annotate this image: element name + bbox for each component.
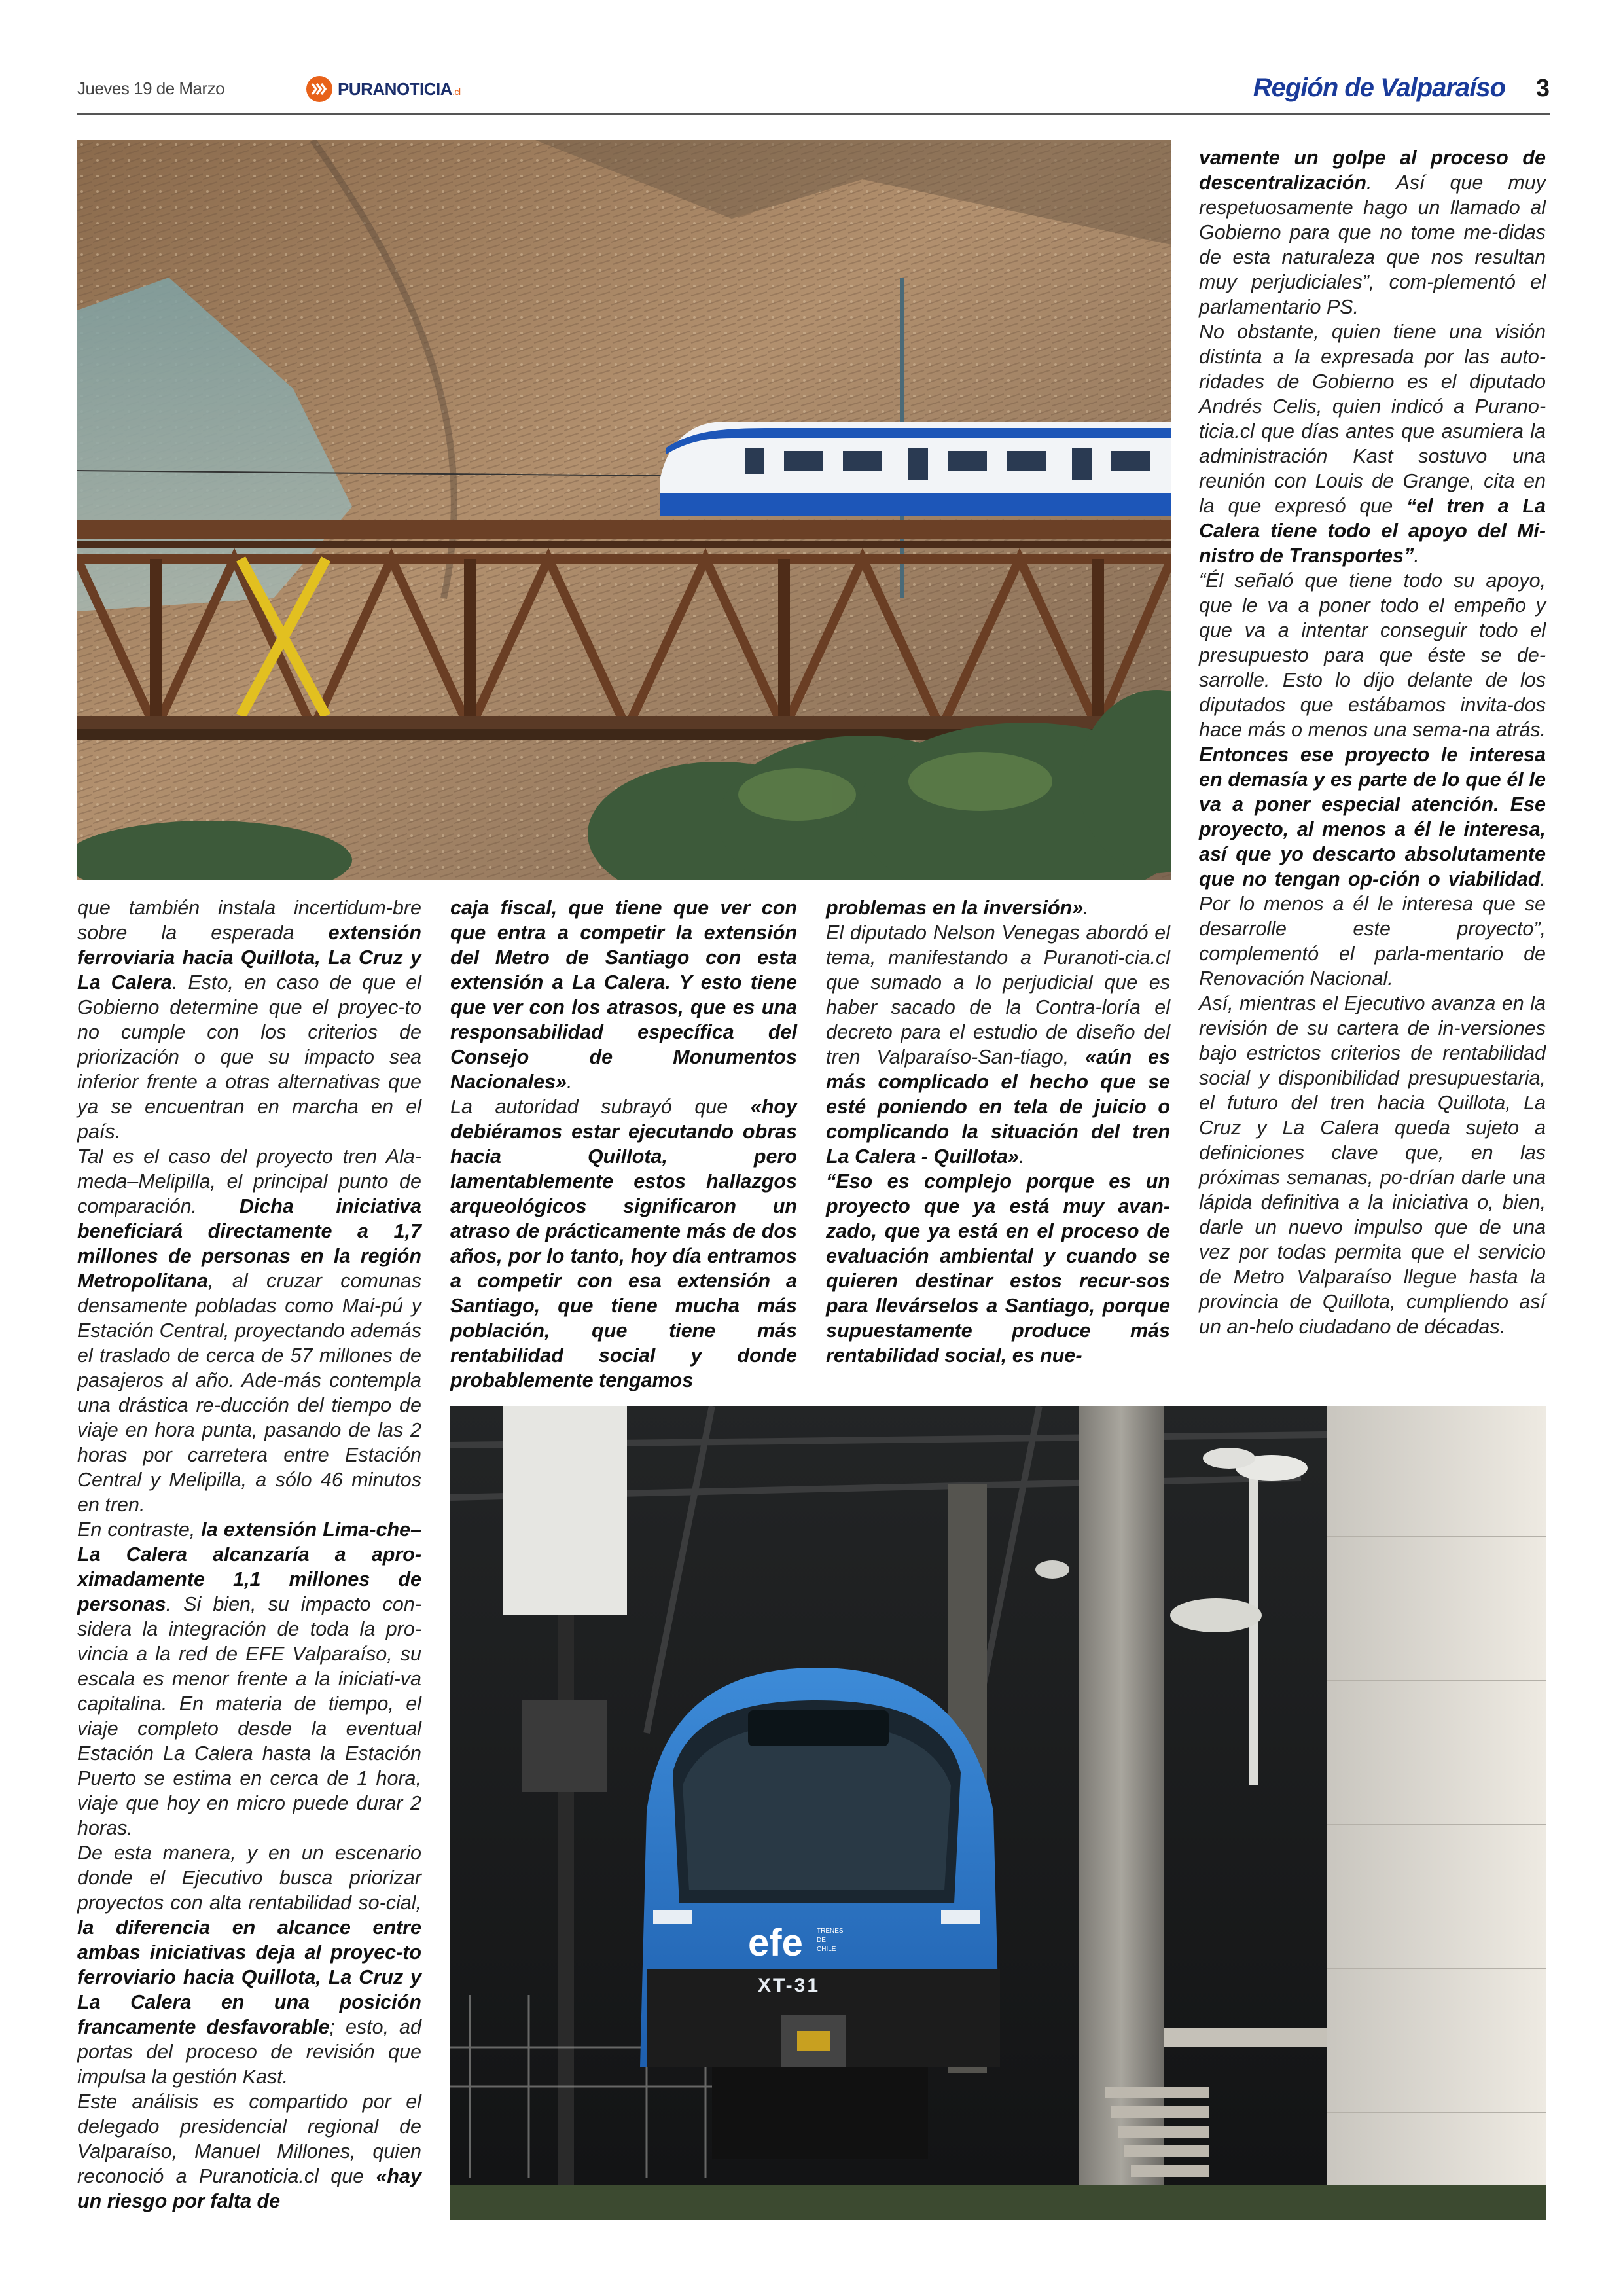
header-divider	[77, 113, 1550, 115]
c3-highlight: «aún es más complicado el hecho que se esté poniendo en tela de juicio o complicando la situación del tren La Calera - Quillota»	[826, 1046, 1170, 1168]
c4-text: Así, mientras el Ejecutivo avanza en la revisión de su cartera de in-versiones bajo estrictos criterios de rentabilidad social y disponibilidad presupuestaria, el futuro del tren hacia Quillota, La Cruz y La Calera queda sujeto a definiciones clave que, en las próximas semanas, po-drían darle una lápida definitiva a la iniciativa o, bien, darle un nuevo impulso que de una vez por todas permita que el servicio de Metro Valparaíso llegue hasta la provincia de Quillota, cumpliendo así un an-helo ciudadano de décadas.	[1199, 992, 1546, 1338]
c1-text: En contraste,	[77, 1518, 202, 1541]
c1-text: De esta manera, y en un escenario donde el Ejecutivo busca priorizar proyectos con alta rentabilidad so-cial,	[77, 1842, 421, 1914]
c4-text: No obstante, quien tiene una visión distinta a la expresada por las auto-ridades de Gobierno es el diputado Andrés Celis, quien indicó a Purano-ticia.cl que días antes que asumiera la administración Kast sostuvo una reunión con Louis de Grange, cita en la que expresó que	[1199, 321, 1546, 517]
c1-text: Tal es el caso del proyecto tren Ala-meda–Melipilla, el principal punto de comparación.	[77, 1145, 421, 1217]
c2-highlight: caja fiscal, que tiene que ver con que entra a competir la extensión del Metro de Santiago con esta extensión a La Calera. Y esto tiene que ver con los atrasos, que es una responsabilidad específica del Consejo de Monumentos Nacionales»	[450, 897, 797, 1093]
issue-date: Jueves 19 de Marzo	[77, 79, 225, 98]
article-column-1	[77, 895, 421, 2214]
page-number: 3	[1535, 75, 1550, 102]
c1-text: Este análisis es compartido por el delegado presidencial regional de Valparaíso, Manuel Millones, quien reconoció a Puranoticia.cl que	[77, 2090, 421, 2187]
c4-text: . Por lo menos a él le interesa que se desarrolle este proyecto”, complementó el parla-mentario de Renovación Nacional.	[1199, 868, 1546, 990]
c2-text: La autoridad subrayó que	[450, 1096, 751, 1118]
c1-text: ; esto, ad portas del proceso de revisión que impulsa la gestión Kast.	[77, 2016, 421, 2088]
c3-text: .	[1018, 1145, 1025, 1168]
section-title: Región de Valparaíso	[1253, 73, 1505, 102]
c3-text: El diputado Nelson Venegas abordó el tema, manifestando a Puranoti-cia.cl que sumado a lo perjudicial que es haber sacado de la Contra-loría el decreto para el estudio de diseño del tren Valparaíso-San-tiago,	[826, 922, 1170, 1068]
c1-text: , al cruzar comunas densamente pobladas como Mai-pú y Estación Central, proyectando además el traslado de cerca de 57 millones de pasajeros al año. Ade-más contempla una drástica re-ducción del tiempo de viaje en hora punta, pasando de las 2 horas por carretera entre Estación Central y Melipilla, a sólo 46 minutos en tren.	[77, 1270, 421, 1516]
bridge-train-photo	[77, 140, 1171, 880]
logo-suffix: .cl	[452, 86, 461, 97]
article-column-2	[450, 895, 797, 1393]
train-brand: efe	[748, 1922, 803, 1964]
c1-text: que también instala incertidum-bre sobre la esperada	[77, 897, 421, 944]
c1-highlight: «hay un riesgo por falta de	[77, 2165, 421, 2212]
train-unit-number: XT-31	[758, 1975, 821, 1996]
c4-text: .	[1414, 545, 1419, 567]
c4-highlight: Entonces ese proyecto le interesa en demasía y es parte de lo que él le va a poner especial atención. Ese proyecto, al menos a él le interesa, así que yo descarto absolutamente que no tengan op-ción o viabilidad	[1199, 744, 1546, 890]
c4-text: “Él señaló que tiene todo su apoyo, que le va a poner todo el empeño y que va a intentar conseguir todo el presupuesto para que éste se de-sarrolle. Esto lo dijo delante de los diputados que estábamos invita-dos hace más o menos una sema-na atrás.	[1199, 569, 1546, 741]
c4-text: . Así que muy respetuosamente hago un llamado al Gobierno para que no tome me-didas de esta naturaleza que nos resultan muy perjudiciales”, com-plementó el parlamentario PS.	[1199, 171, 1546, 318]
c1-highlight: Dicha iniciativa beneficiará directamente a 1,7 millones de personas en la región Metropolitana	[77, 1195, 421, 1292]
c1-highlight: la diferencia en alcance entre ambas iniciativas deja al proyec-to ferroviario hacia Quillota, La Cruz y La Calera en una posición francamente desfavorable	[77, 1916, 421, 2038]
train	[660, 422, 1171, 516]
puranoticia-logo	[306, 76, 461, 102]
c2-highlight: «hoy debiéramos estar ejecutando obras hacia Quillota, pero lamentablemente estos hallazgos arqueológicos significaron un atraso de prácticamente más de dos años, por lo tanto, hoy día entramos a competir con esa extensión a Santiago, que tiene mucha más población, que tiene más rentabilidad social y donde probablemente tengamos	[450, 1096, 797, 1391]
article-column-4	[1199, 145, 1546, 1339]
c3-highlight: “Eso es complejo porque es un proyecto que ya está muy avan-zado, que ya está en el proceso de evaluación ambiental y cuando se quieren destinar estos recur-sos para llevárselos a Santiago, porque supuestamente produce más rentabilidad social, es nue-	[826, 1170, 1170, 1367]
logo-wordmark: PURANOTICIA	[338, 79, 453, 99]
article-column-3	[826, 895, 1170, 1368]
c3-highlight: problemas en la inversión»	[826, 897, 1084, 919]
c4-highlight: “el tren a La Calera tiene todo el apoyo del Mi-nistro de Transportes”	[1199, 495, 1546, 567]
station-train-photo	[450, 1406, 1546, 2220]
c1-text: . Esto, en caso de que el Gobierno determine que el proyec-to no cumple con los criterios de priorización o que su impacto sea inferior frente a otras alternativas que ya se encuentran en marcha en el país.	[77, 971, 421, 1143]
c3-text: .	[1083, 897, 1089, 919]
chevrons-icon	[306, 76, 332, 102]
train-brand-sub-3: CHILE	[817, 1946, 836, 1953]
train-brand-sub-1: TRENES	[817, 1928, 844, 1935]
c1-highlight: la extensión Lima-che–La Calera alcanzaría a apro-ximadamente 1,1 millones de personas	[77, 1518, 421, 1615]
c2-text: .	[567, 1071, 573, 1093]
c4-highlight: vamente un golpe al proceso de descentralización	[1199, 147, 1546, 194]
train-brand-sub-2: DE	[817, 1937, 826, 1944]
c1-highlight: extensión ferroviaria hacia Quillota, La Cruz y La Calera	[77, 922, 421, 994]
c1-text: . Si bien, su impacto con-sidera la integración de toda la pro-vincia a la red de EFE Valparaíso, su escala es menor frente a la iniciati-va capitalina. En materia de tiempo, el viaje completo desde la eventual Estación La Calera hasta la Estación Puerto se estima en cerca de 1 hora, viaje que hoy en micro puede durar 2 horas.	[77, 1593, 421, 1839]
